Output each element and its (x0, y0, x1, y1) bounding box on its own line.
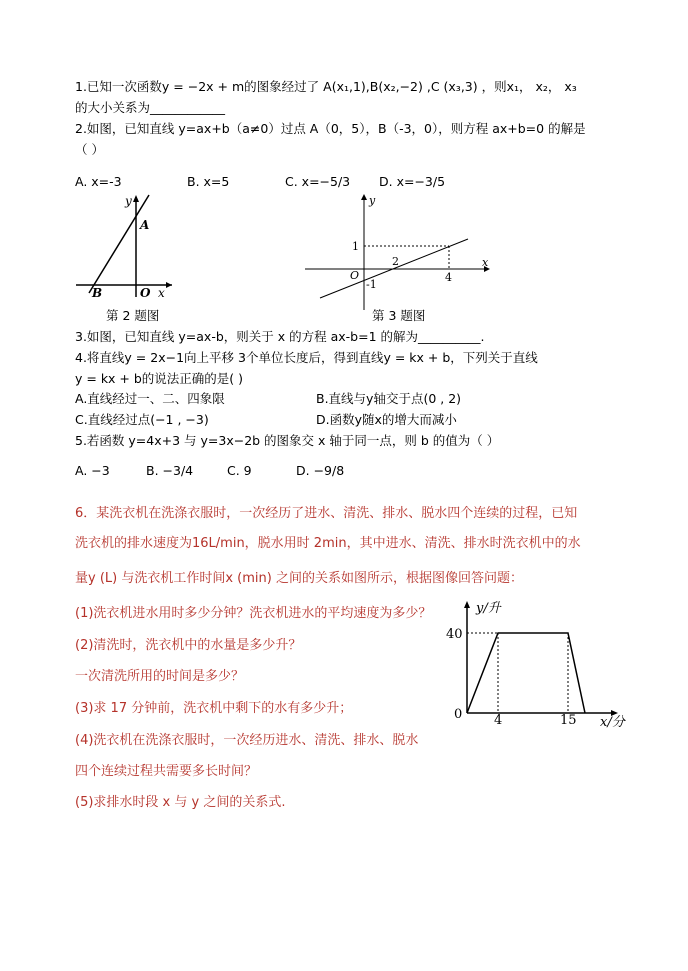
q5-option-d: D. −9/8 (296, 463, 345, 478)
q2-option-c: C. x=−5/3 (285, 174, 351, 189)
fig6-water-curve (467, 633, 585, 713)
q6-part2b: 一次清洗所用的时间是多少？ (75, 669, 245, 684)
q5-option-b: B. −3/4 (146, 463, 194, 478)
q4-option-d: D.函数y随x的增大而减小 (316, 412, 457, 427)
q6-intro-line2: 洗衣机的排水速度为16L/min，脱水用时 2min，其中进水、清洗、排水时洗衣机中的水 (75, 536, 581, 551)
q4-option-a: A.直线经过一、二、四象限 (75, 391, 225, 406)
q4-option-c: C.直线经过点(−1 , −3) (75, 412, 209, 427)
q5-option-a: A. −3 (75, 463, 110, 478)
fig6-xtick-15: 15 (560, 713, 577, 728)
q3-line1: 3.如图，已知直线 y=ax-b，则关于 x 的方程 ax-b=1 的解为__________. (75, 329, 485, 344)
q2-option-b: B. x=5 (187, 174, 230, 189)
fig3-y-arrow (361, 194, 367, 200)
q6-part1: (1)洗衣机进水用时多少分钟？洗衣机进水的平均速度为多少？ (75, 606, 432, 621)
q5-line1: 5.若函数 y=4x+3 与 y=3x−2b 的图象交 x 轴于同一点，则 b 的值为（ ） (75, 433, 500, 448)
q6-part4b: 四个连续过程共需要多长时间？ (75, 764, 258, 779)
q1-line1: 1.已知一次函数y = −2x + m的图象经过了 A(x₁,1),B(x₂,−2) ,C (x₃,3) ，则x₁， x₂， x₃ (75, 79, 577, 94)
q6-part3: (3)求 17 分钟前，洗衣机中剩下的水有多少升； (75, 701, 353, 716)
figure-6 (440, 596, 640, 730)
q2-option-d: D. x=−3/5 (379, 174, 446, 189)
fig2-y-arrow (133, 195, 139, 202)
fig2-caption: 第 2 题图 (106, 308, 160, 323)
figure-3 (300, 192, 495, 310)
fig2-label-a: A (140, 218, 150, 232)
q6-part5: (5)求排水时段 x 与 y 之间的关系式. (75, 795, 286, 810)
q2-option-a: A. x=-3 (75, 174, 122, 189)
fig6-xtick-0: 0 (454, 707, 463, 722)
fig2-label-o: O (140, 286, 151, 297)
fig2-label-x: x (158, 286, 165, 297)
fig2-x-arrow (166, 282, 172, 288)
q6-intro-line3: 量y (L) 与洗衣机工作时间x (min) 之间的关系如图所示，根据图像回答问题： (75, 571, 523, 586)
fig2-label-b: B (92, 286, 103, 297)
fig2-label-y: y (125, 194, 132, 208)
fig3-label-x: x (482, 256, 489, 269)
fig6-ylabel: y/升 (476, 601, 501, 616)
q6-intro-line1: 6．某洗衣机在洗涤衣服时，一次经历了进水、清洗、排水、脱水四个连续的过程，已知 (75, 506, 578, 521)
fig3-label-neg1: -1 (366, 278, 377, 291)
fig3-caption: 第 3 题图 (372, 308, 426, 323)
fig3-label-4: 4 (445, 271, 452, 284)
fig6-xlabel: x/分 (600, 715, 625, 730)
q2-line2: （ ） (75, 142, 104, 157)
q1-line2: 的大小关系为____________ (75, 100, 226, 115)
fig2-line (89, 195, 149, 293)
figure-2 (76, 193, 176, 297)
fig3-label-2: 2 (392, 255, 399, 268)
q4-line1: 4.将直线y = 2x−1向上平移 3个单位长度后，得到直线y = kx + b，下列关于直线 (75, 350, 538, 365)
fig6-y-arrow (464, 601, 470, 608)
fig3-label-o: O (350, 269, 360, 282)
fig6-ytick-40: 40 (446, 627, 463, 642)
q6-part2: (2)清洗时，洗衣机中的水量是多少升？ (75, 638, 302, 653)
q5-option-c: C. 9 (227, 463, 252, 478)
fig6-xtick-4: 4 (494, 713, 503, 728)
fig3-label-1: 1 (352, 240, 359, 253)
fig3-label-y: y (369, 194, 376, 207)
q4-option-b: B.直线与y轴交于点(0 , 2) (316, 391, 462, 406)
q6-part4: (4)洗衣机在洗涤衣服时，一次经历进水、清洗、排水、脱水 (75, 733, 419, 748)
q4-line2: y = kx + b的说法正确的是( ) (75, 371, 244, 386)
q2-line1: 2.如图，已知直线 y=ax+b（a≠0）过点 A（0，5），B（-3，0），则方程 ax+b=0 的解是 (75, 121, 586, 136)
